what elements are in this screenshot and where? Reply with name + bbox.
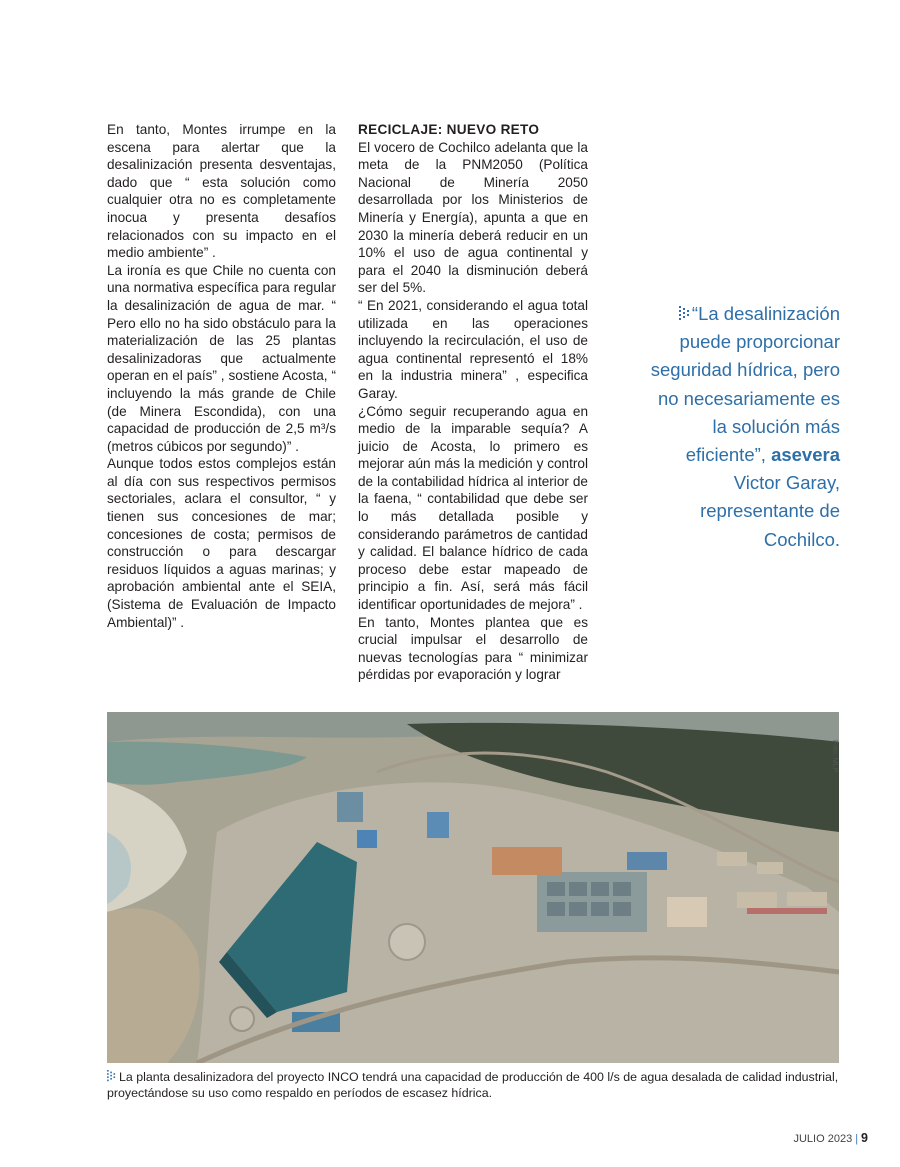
photo-caption — [107, 1070, 839, 1101]
paragraph: En tanto, Montes irrumpe en la escena para alertar que la desalinización presenta desventajas, dado que “ esta solución como cualquier otra no es completamente inocua y presenta desafíos relacionados con su impacto en el medio ambiente” . — [107, 122, 336, 261]
page-footer — [793, 1131, 868, 1145]
dots-bullet-icon — [107, 1070, 116, 1082]
pull-quote — [640, 300, 840, 554]
page-number: 9 — [861, 1131, 868, 1145]
pull-quote-attribution: Victor Garay, representante de Cochilco. — [700, 472, 840, 550]
aerial-photo-desalination-plant — [107, 712, 839, 1063]
paragraph: ¿Cómo seguir recuperando agua en medio de la imparable sequía? A juicio de Acosta, lo primero es mejorar aún más la medición y control de la contabilidad hídrica al interior de la faena, “ contabilidad que debe ser lo más detallada posible y considerando parámetros de cantidad y calidad. El balance hídrico de cada proceso debe estar mapeado de principio a fin. Así, será más fácil identificar oportunidades de mejora” . — [358, 403, 588, 613]
article-column-1 — [107, 121, 336, 631]
paragraph: En tanto, Montes plantea que es crucial impulsar el desarrollo de nuevas tecnologías para “ minimizar pérdidas por evaporación y lograr — [358, 614, 588, 683]
dots-bullet-icon — [679, 306, 690, 321]
article-column-2 — [358, 121, 588, 684]
photo-credit: Foto: MLP — [831, 740, 838, 773]
pull-quote-attribution-verb: asevera — [771, 444, 840, 466]
pull-quote-text: “La desalinización puede proporcionar seguridad hídrica, pero no necesariamente es la solución más eficiente”, — [650, 303, 840, 466]
issue-date: JULIO 2023 — [793, 1133, 853, 1145]
paragraph: Aunque todos estos complejos están al día con sus respectivos permisos sectoriales, aclara el consultor, “ y tienen sus concesiones de mar; concesiones de costa; permisos de construcción o para descargar residuos líquidos a aguas marinas; y aprobación ambiental ante el SEIA, (Sistema de Evaluación de Impacto Ambiental)” . — [107, 456, 336, 630]
caption-text: La planta desalinizadora del proyecto INCO tendrá una capacidad de producción de 400 l/s de agua desalada de calidad industrial, proyectándose su uso como respaldo en períodos de escasez hídrica. — [107, 1070, 839, 1100]
paragraph: La ironía es que Chile no cuenta con una normativa específica para regular la desalinización de agua de mar. “ Pero ello no ha sido obstáculo para la materialización de las 25 plantas desalinizadoras que actualmente operan en el país” , sostiene Acosta, “ incluyendo la más grande de Chile (de Minera Escondida), con una capacidad de producción de 2,5 m³/s (metros cúbicos por segundo)” . — [107, 262, 336, 454]
aerial-photo-illustration — [107, 712, 839, 1063]
footer-separator: | — [855, 1133, 859, 1145]
section-heading: RECICLAJE: NUEVO RETO — [358, 122, 540, 137]
paragraph: El vocero de Cochilco adelanta que la meta de la PNM2050 (Política Nacional de Minería 2050 desarrollada por los Ministerios de Minería y Energía), apunta a que en 2030 la minería deberá reducir en un 10% el uso de agua continental y para el 2040 la disminución deberá ser del 5%. — [358, 139, 588, 296]
paragraph: “ En 2021, considerando el agua total utilizada en las operaciones incluyendo la recirculación, el uso de agua continental representó el 18% en la industria minera” , especifica Garay. — [358, 297, 588, 401]
